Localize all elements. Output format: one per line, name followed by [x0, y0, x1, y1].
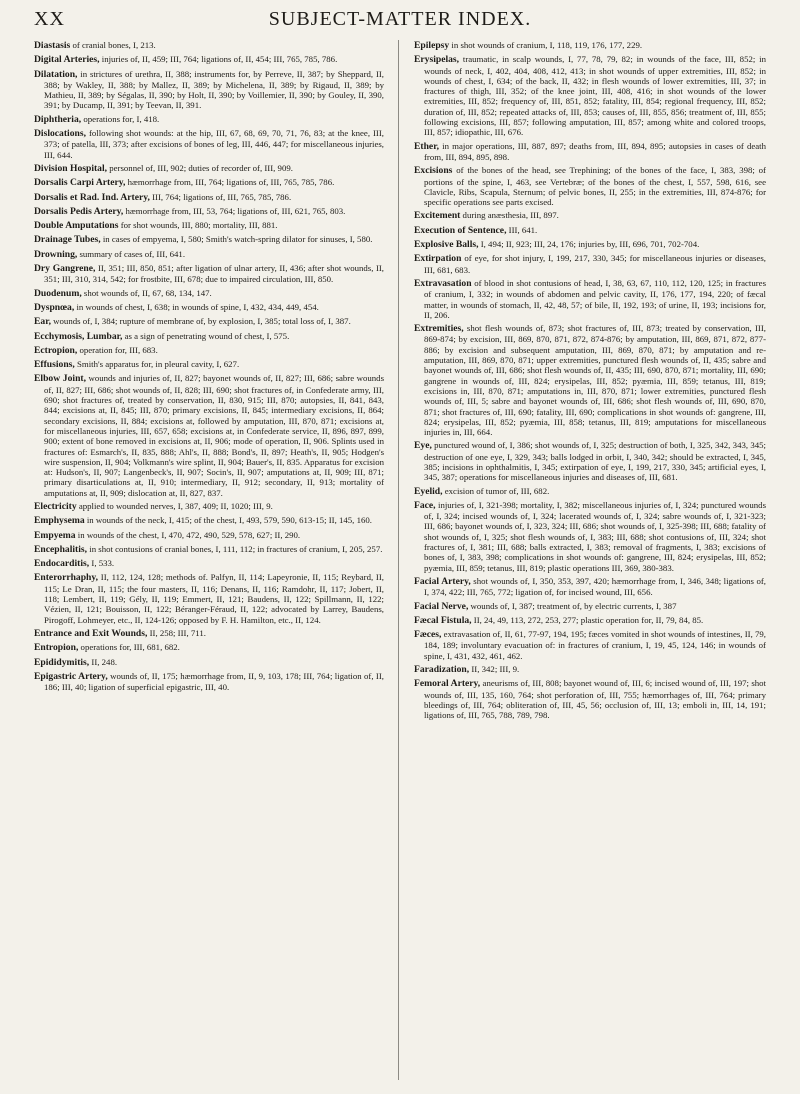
- index-references: I, 494; II, 923; III, 24, 176; injuries by, III, 696, 701, 702-704.: [478, 239, 700, 250]
- index-term: Emphysema: [34, 515, 85, 527]
- index-entry: [34, 572, 384, 624]
- index-references: II, 112, 124, 128; methods of. Palfyn, II, 114; Lapeyronie, II, 115; Reybard, II, 115; Le Dran, II, 115; the four masters, II, 116; Denans, II, 116; Ramdohr, II, 117; Jobert, II, 118; Lembert, II, 119; Gély, II, 119; Emmert, II, 121; Baudens, II, 122; Spillmann, II, 122; Vézien, II, 121; Bouisson, II, 122; Béranger-Féraud, II, 122; advocated by Larrey, Baudens, Pirogoff, Lohmeyer, etc., II, 124-126; opposed by F. H. Hamilton, etc., II, 124.: [44, 572, 384, 625]
- index-references: operations for, III, 681, 682.: [78, 642, 180, 653]
- index-entry: [34, 234, 384, 245]
- index-references: in shot contusions of cranial bones, I, 111, 112; in fractures of cranium, I, 205, 257.: [87, 543, 383, 554]
- index-column-left: [34, 40, 384, 695]
- index-term: Ectropion,: [34, 344, 78, 356]
- index-entry: [34, 501, 384, 512]
- index-entry: [414, 576, 766, 598]
- index-references: personnel of, III, 902; duties of recorder of, III, 909.: [107, 162, 293, 173]
- index-column-right: [414, 40, 766, 724]
- index-references: extravasation of, II, 61, 77-97, 194, 195; fæces vomited in shot wounds of intestines, II, 79, 184, 189; involuntary evacuation of: in fractures of cranium, I, 19, 45, 124, 146; in wounds of spine, I, 431, 432, 461, 462.: [424, 629, 766, 661]
- index-references: aneurisms of, III, 808; bayonet wound of, III, 6; incised wound of, III, 197; shot wounds of, III, 135, 160, 764; shot perforation of, III, 755; hæmorrhages of, III, 764; primary bleedings of, III, 764; obliteration of, III, 45, 56; occlusion of, III, 13; emboli in, III, 14, 191; ligations of, III, 765, 788, 789, 798.: [424, 678, 766, 721]
- index-entry: [34, 128, 384, 160]
- index-entry: [34, 163, 384, 174]
- index-term: Enterorrhaphy,: [34, 572, 99, 584]
- index-term: Epigastric Artery,: [34, 670, 108, 682]
- index-entry: [414, 500, 766, 573]
- index-references: of eye, for shot injury, I, 199, 217, 330, 345; for miscellaneous injuries or diseases, III, 681, 683.: [424, 253, 766, 275]
- index-term: Dorsalis Carpi Artery,: [34, 177, 126, 189]
- index-entry: [414, 601, 766, 612]
- page-header: [34, 6, 766, 32]
- index-references: II, 248.: [89, 656, 118, 667]
- index-references: hæmorrhage from, III, 764; ligations of, III, 765, 785, 786.: [125, 177, 335, 188]
- index-references: injuries of, II, 459; III, 764; ligations of, II, 454; III, 765, 785, 786.: [99, 54, 338, 65]
- index-references: wounds and injuries of, II, 827; bayonet wounds of, II, 827; III, 686; sabre wounds of, II, 827; III, 686; shot wounds of, II, 828; III, 690; shot fractures of, in Confederate army, III, 690; shot fractures of, treated by conservation, II, 830, 915; III, 870; autopsies, II, 841, 843, 844; excisions at, II, 845; III, 870; primary excisions, II, 845; intermediary excisions, II, 864; secondary excisions, II, 884; excisions at, followed by amputation, III, 870, 871; excisions at, for miscellaneous injuries, III, 657, 658; excisions at, in Confederate service, II, 896, 897, 899, 900; extent of bone removed in excisions at, II, 906; mode of operation, II, 906. Splints used in fractures of: Esmarch's, II, 835, 888; Ahl's, II, 888; Bond's, II, 897; Heath's, II, 905; Hodgen's wire suspension, II, 904; Volkmann's wire splint, II, 904; Bauer's, II, 835. Apparatus for excision at: Hudson's, II, 907; Langenbeck's, II, 907; Socin's, II, 907; amputations at, II, 909; III, 871; primary disarticulations at, II, 910; intermediary, II, 912; secondary, II, 913; mortality of amputations at, II, 909; dislocation at, II, 827, 837.: [44, 373, 384, 498]
- index-entry: [34, 671, 384, 693]
- index-term: Diphtheria,: [34, 113, 82, 125]
- index-term: Division Hospital,: [34, 162, 108, 174]
- index-references: following shot wounds: at the hip, III, 67, 68, 69, 70, 71, 76, 83; at the knee, III, 373; of patella, III, 373; after excisions of bones of leg, III, 446, 447; for miscellaneous injuries, III, 644.: [44, 128, 384, 160]
- index-term: Empyema: [34, 529, 76, 541]
- index-entry: [414, 165, 766, 207]
- index-references: punctured wound of, I, 386; shot wounds of, I, 325; destruction of both, I, 325, 342, 343, 345; destruction of one eye, I, 329, 343; balls lodged in orbit, I, 340, 342; should be extracted, I, 345, 385; incisions in ophthalmitis, I, 345; extirpation of eye, I, 199, 217, 330, 345; artificial eyes, I, 345, 387; operations for miscellaneous injuries and diseases of, III, 681.: [424, 440, 766, 483]
- index-term: Duodenum,: [34, 287, 82, 299]
- index-references: wounds of, I, 384; rupture of membrane of, by explosion, I, 385; total loss of, I, 387.: [50, 316, 351, 327]
- index-references: shot wounds of, I, 350, 353, 397, 420; hæmorrhage from, I, 346, 348; ligations of, I, 374, 422; III, 765, 772; ligation of, for incised wound, III, 656.: [424, 575, 766, 598]
- index-references: excision of tumor of, III, 682.: [442, 485, 550, 496]
- index-entry: [34, 331, 384, 342]
- index-term: Facial Artery,: [414, 575, 471, 587]
- index-entry: [34, 628, 384, 639]
- index-references: injuries of, I, 321-398; mortality, I, 382; miscellaneous injuries of, I, 324; punctured wounds of, I, 324; incised wounds of, I, 324; lacerated wounds of, I, 324; sabre wounds of, I, 321-323; III, 686; bayonet wounds of, I, 323, 324; III, 686; shot wounds of, I, 325-398; III, 688; fatality of shot wounds of, I, 325; shot flesh wounds of, I, 383; III, 688; shot contusions of, III, 324; shot fractures of, I, 381; III, 688; balls extracted, I, 383; removal of fragments, I, 383; excisions of bones of, I, 383, 398; complications in shot wounds of: gangrene, III, 824; erysipelas, III, 852; pyæmia, III, 859; tetanus, III, 819; plastic operations III, 369, 380-383.: [424, 499, 766, 573]
- page-title: SUBJECT-MATTER INDEX.: [268, 7, 532, 30]
- index-entry: [414, 678, 766, 720]
- index-term: Dorsalis et Rad. Ind. Artery,: [34, 191, 150, 203]
- index-term: Elbow Joint,: [34, 373, 86, 385]
- index-entry: [34, 558, 384, 569]
- index-term: Extirpation: [414, 253, 462, 265]
- index-term: Excisions: [414, 165, 453, 177]
- index-term: Faradization,: [414, 664, 470, 676]
- column-divider: [398, 40, 399, 1080]
- index-entry: [34, 530, 384, 541]
- index-references: III, 641.: [506, 224, 538, 235]
- index-term: Dorsalis Pedis Artery,: [34, 205, 124, 217]
- index-term: Endocarditis,: [34, 558, 90, 570]
- index-references: in strictures of urethra, II, 388; instruments for, by Perreve, II, 387; by Sheppard, II, 388; by Wakley, II, 388; by Mallez, II, 389; by Michelena, II, 389; by Rigaud, II, 389; by Mathieu, II, 389; by Ségalas, II, 390; by Holt, II, 390; by Voillemier, II, 390; by Gouley, II, 390, 391; by Ducamp, II, 391; by Teevan, II, 391.: [44, 68, 384, 111]
- index-term: Fæces,: [414, 629, 442, 641]
- index-entry: [34, 114, 384, 125]
- index-references: II, 342; III, 9.: [469, 664, 520, 675]
- index-term: Fæcal Fistula,: [414, 614, 472, 626]
- index-term: Explosive Balls,: [414, 239, 479, 251]
- index-term: Entropion,: [34, 642, 79, 654]
- index-term: Excitement: [414, 210, 461, 222]
- index-term: Effusions,: [34, 359, 75, 371]
- index-term: Face,: [414, 499, 436, 511]
- index-entry: [414, 323, 766, 437]
- index-term: Femoral Artery,: [414, 678, 481, 690]
- index-term: Encephalitis,: [34, 543, 88, 555]
- index-term: Ecchymosis, Lumbar,: [34, 330, 123, 342]
- index-references: Smith's apparatus for, in pleural cavity, I, 627.: [74, 359, 240, 370]
- index-entry: [414, 440, 766, 482]
- index-term: Execution of Sentence,: [414, 224, 507, 236]
- index-term: Dyspnœa,: [34, 301, 75, 313]
- index-term: Electricity: [34, 500, 77, 512]
- index-entry: [34, 359, 384, 370]
- index-entry: [414, 278, 766, 320]
- index-entry: [414, 239, 766, 250]
- index-term: Drowning,: [34, 248, 78, 260]
- index-entry: [414, 210, 766, 221]
- index-references: in cases of empyema, I, 580; Smith's watch-spring dilator for sinuses, I, 580.: [100, 234, 373, 245]
- index-references: of cranial bones, I, 213.: [70, 40, 156, 50]
- index-term: Dislocations,: [34, 128, 86, 140]
- index-entry: [34, 263, 384, 285]
- index-term: Ear,: [34, 316, 51, 328]
- index-references: operation for, III, 683.: [77, 344, 158, 355]
- index-references: traumatic, in scalp wounds, I, 77, 78, 79, 82; in wounds of the face, III, 852; in wounds of neck, I, 402, 404, 408, 412, 413; in shot wounds of upper extremities, III, 852; in wounds of chest, I, 634; of the back, II, 432; in flesh wounds of lower extremities, III, 37; in fractures of thigh, III, 352; of the knee joint, III, 408, 416; in shot wounds of the lower extremities, III, 852; frequency of, III, 851, 852; fatality, III, 854; regional frequency, III, 852; duration of, III, 852; repeated attacks of, III, 853; causes of, III, 855, 856; treatment of, III, 855; following excisions, III, 857; following amputation, III, 857; among white and colored troops, III, 857; idiopathic, III, 676.: [424, 54, 766, 138]
- index-entry: [34, 177, 384, 188]
- index-term: Extravasation: [414, 277, 472, 289]
- page-number: XX: [34, 7, 65, 30]
- index-references: applied to wounded nerves, I, 387, 409; II, 1020; III, 9.: [76, 500, 273, 511]
- index-references: shot wounds of, II, 67, 68, 134, 147.: [81, 287, 212, 298]
- index-entry: [414, 253, 766, 275]
- index-references: I, 533.: [89, 558, 115, 569]
- index-references: II, 258; III, 711.: [147, 627, 206, 638]
- index-entry: [414, 486, 766, 497]
- index-references: of the bones of the head, see Trephining; of the bones of the face, I, 383, 398; of portions of the spine, I, 463, see Vertebræ; of the bones of the chest, I, 557, 598, 616, see Clavicle, Ribs, Scapula, Sternum; of pelvic bones, II, 255; in the extremities, III, 874-876; for specific operations see parts excised.: [424, 165, 766, 208]
- index-entry: [34, 345, 384, 356]
- index-term: Digital Arteries,: [34, 54, 100, 66]
- index-entry: [34, 192, 384, 203]
- index-entry: [34, 642, 384, 653]
- index-term: Dilatation,: [34, 68, 78, 80]
- index-term: Dry Gangrene,: [34, 263, 96, 275]
- index-references: operations for, I, 418.: [81, 113, 160, 124]
- index-term: Eyelid,: [414, 485, 443, 497]
- index-term: Ether,: [414, 140, 439, 152]
- index-entry: [34, 206, 384, 217]
- index-references: during anæsthesia, III, 897.: [460, 210, 559, 221]
- index-references: II, 24, 49, 113, 272, 253, 277; plastic operation for, II, 79, 84, 85.: [471, 614, 704, 625]
- index-entry: [34, 69, 384, 111]
- index-references: of blood in shot contusions of head, I, 38, 63, 67, 110, 112, 120, 125; in fractures of cranium, I, 332; in wounds of abdomen and pelvic cavity, II, 176, 177, 194, 220; of fæcal matter, in wounds of stomach, II, 42, 48, 57; of bile, II, 192, 193; of urine, II, 193; incisions for, II, 206.: [424, 277, 766, 320]
- index-entry: [414, 141, 766, 163]
- index-entry: [34, 515, 384, 526]
- index-entry: [414, 629, 766, 661]
- index-entry: [34, 220, 384, 231]
- index-references: in wounds of the neck, I, 415; of the chest, I, 493, 579, 590, 613-15; II, 145, 160.: [84, 515, 372, 526]
- index-references: wounds of, I, 387; treatment of, by electric currents, I, 387: [468, 600, 677, 611]
- index-entry: [414, 615, 766, 626]
- index-term: Erysipelas,: [414, 54, 460, 66]
- index-term: Double Amputations: [34, 220, 119, 232]
- index-entry: [34, 40, 384, 51]
- index-references: III, 764; ligations of, III, 765, 785, 786.: [149, 191, 292, 202]
- index-entry: [34, 373, 384, 498]
- index-entry: [34, 249, 384, 260]
- index-references: for shot wounds, III, 880; mortality, III, 881.: [118, 220, 278, 231]
- index-entry: [34, 288, 384, 299]
- index-term: Facial Nerve,: [414, 600, 469, 612]
- index-references: as a sign of penetrating wound of chest, I, 575.: [122, 330, 290, 341]
- index-references: hæmorrhage from, III, 53, 764; ligations of, III, 621, 765, 803.: [123, 205, 346, 216]
- index-references: II, 351; III, 850, 851; after ligation of ulnar artery, II, 436; after shot wounds, II, 351; III, 310, 314, 542; for frostbite, III, 678; due to impaired circulation, III, 850.: [44, 263, 385, 285]
- index-entry: [414, 225, 766, 236]
- index-entry: [34, 54, 384, 65]
- index-references: in wounds of the chest, I, 470, 472, 490, 529, 578, 627; II, 290.: [75, 529, 301, 540]
- index-entry: [414, 54, 766, 137]
- index-references: shot flesh wounds of, 873; shot fractures of, III, 873; treated by conservation, III, 869-874; by excision, III, 869, 870, 871, 872, 874-876; by amputation, III, 869, 871, 872, 877-886; by excision and subsequent amputation, III, 869, 870, 871; by amputation and re-amputation, III, 869, 870, 871; upper extremities, punctured flesh wounds of, II, 435; sabre and bayonet wounds of, III, 686; shot flesh wounds of, II, 435; III, 690, 870, 871; mortality, III, 690; gangrene in wounds of, III, 824; erysipelas, III, 852; pyæmia, III, 859; tetanus, III, 819; excisions in, III, 870, 871; amputations in, III, 870, 871; lower extremities, punctured flesh wounds of, III, 5; sabre and bayonet wounds of, III, 686; shot flesh wounds of, III, 690, 870, 871; shot fractures of, III, 690; fatality, III, 690; complications in shot wounds of: gangrene, III, 824; erysipelas, III, 852; pyæmia, III, 858; tetanus, III, 819; amputations for miscellaneous injuries in, III, 664.: [424, 323, 766, 438]
- index-term: Eye,: [414, 440, 432, 452]
- index-references: in wounds of chest, I, 638; in wounds of spine, I, 432, 434, 449, 454.: [74, 301, 319, 312]
- index-entry: [34, 657, 384, 668]
- index-references: summary of cases of, III, 641.: [77, 248, 186, 259]
- index-term: Diastasis: [34, 40, 71, 51]
- index-term: Drainage Tubes,: [34, 234, 101, 246]
- index-term: Epilepsy: [414, 40, 450, 51]
- index-entry: [34, 302, 384, 313]
- index-term: Epididymitis,: [34, 656, 90, 668]
- index-entry: [34, 316, 384, 327]
- index-term: Entrance and Exit Wounds,: [34, 627, 148, 639]
- index-references: in shot wounds of cranium, I, 118, 119, 176, 177, 229.: [449, 40, 643, 50]
- index-entry: [34, 544, 384, 555]
- index-entry: [414, 40, 766, 51]
- index-references: in major operations, III, 887, 897; deaths from, III, 894, 895; autopsies in cases of death from, III, 894, 895, 898.: [424, 140, 766, 162]
- index-term: Extremities,: [414, 323, 464, 335]
- index-references: wounds of, II, 175; hæmorrhage from, II, 9, 103, 178; III, 764; ligation of, II, 186; III, 40; ligation of superficial epigastric, III, 40.: [44, 670, 384, 693]
- index-entry: [414, 664, 766, 675]
